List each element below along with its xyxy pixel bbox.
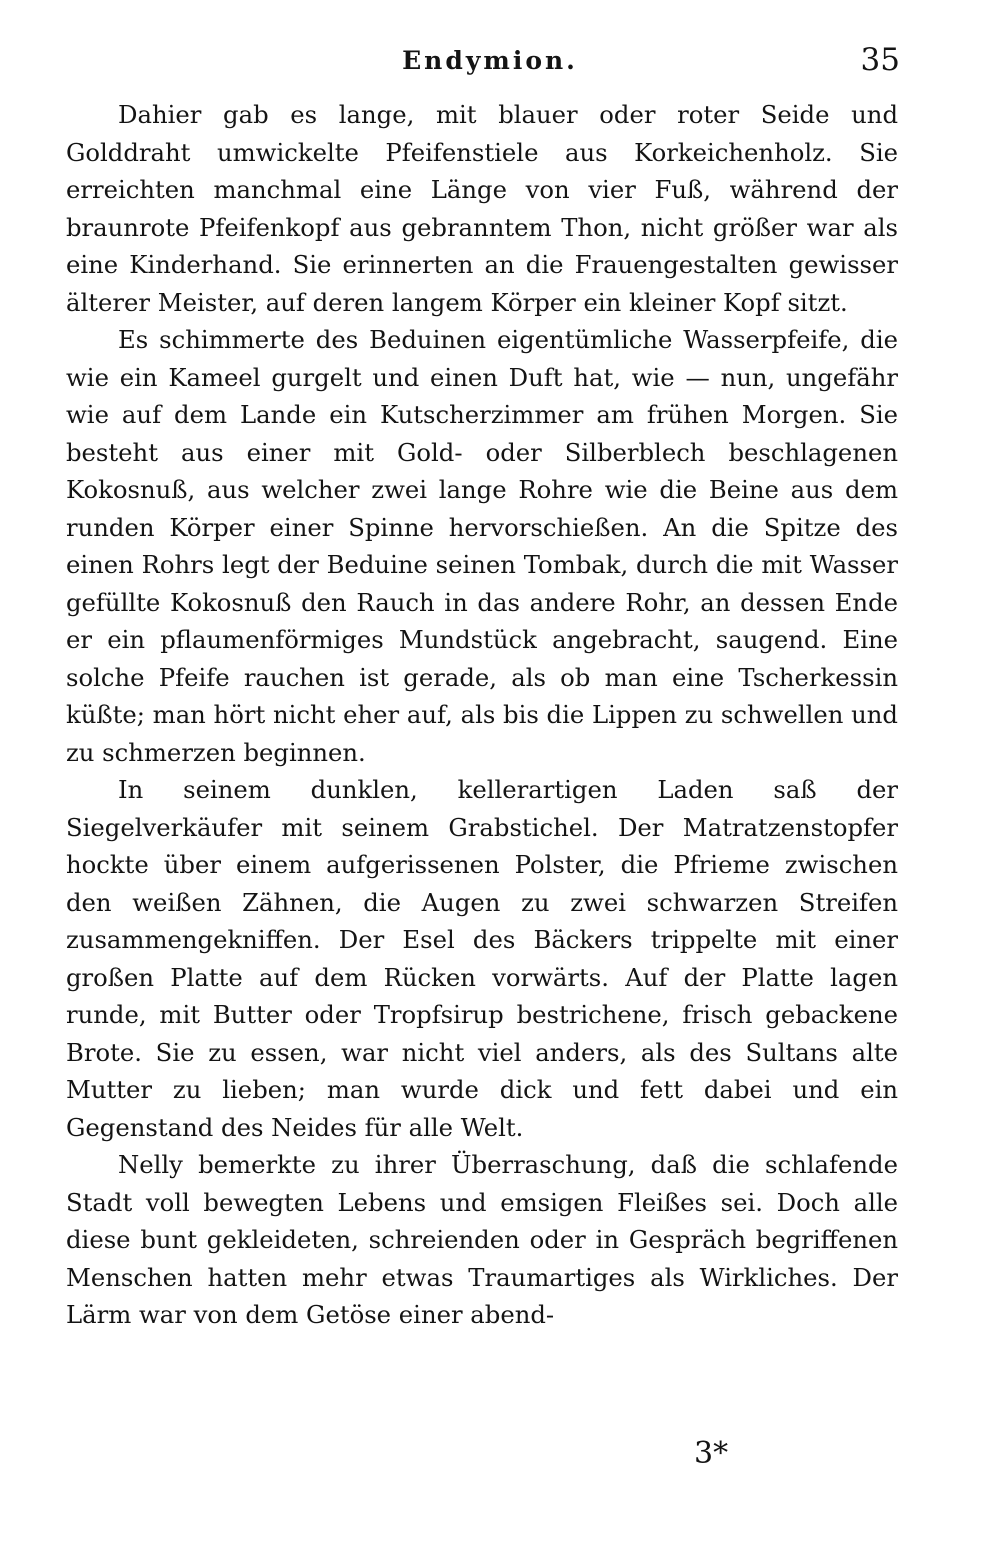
running-title: Endymion.: [402, 46, 578, 75]
running-head: [0, 40, 1000, 84]
paragraph: Dahier gab es lange, mit blauer oder roter Seide und Golddraht umwickelte Pfeifenstiele aus Korkeichenholz. Sie erreichten manchmal eine Länge von vier Fuß, während der braunrote Pfeifenkopf aus gebranntem Thon, nicht größer war als eine Kinderhand. Sie erinnerten an die Frauengestalten gewisser älterer Meister, auf deren langem Körper ein kleiner Kopf sitzt.: [66, 100, 898, 317]
paragraph: In seinem dunklen, kellerartigen Laden saß der Siegelverkäufer mit seinem Grabstichel. Der Matratzenstopfer hockte über einem aufgerissenen Polster, die Pfrieme zwischen den weißen Zähnen, die Augen zu zwei schwarzen Streifen zusammengekniffen. Der Esel des Bäckers trippelte mit einer großen Platte auf dem Rücken vorwärts. Auf der Platte lagen runde, mit Butter oder Tropfsirup bestrichene, frisch gebackene Brote. Sie zu essen, war nicht viel anders, als des Sultans alte Mutter zu lieben; man wurde dick und fett dabei und ein Gegenstand des Neides für alle Welt.: [66, 775, 898, 1142]
body-text: [66, 96, 898, 1334]
paragraph: Nelly bemerkte zu ihrer Überraschung, daß die schlafende Stadt voll bewegten Lebens und emsigen Fleißes sei. Doch alle diese bunt gekleideten, schreienden oder in Gespräch begriffenen Menschen hatten mehr etwas Traumartiges als Wirkliches. Der Lärm war von dem Getöse einer abend-: [66, 1150, 898, 1329]
signature-mark: 3*: [694, 1436, 729, 1471]
paragraph: Es schimmerte des Beduinen eigentümliche Wasserpfeife, die wie ein Kameel gurgelt und einen Duft hat, wie — nun, ungefähr wie auf dem Lande ein Kutscherzimmer am frühen Morgen. Sie besteht aus einer mit Gold- oder Silberblech beschlagenen Kokosnuß, aus welcher zwei lange Rohre wie die Beine aus dem runden Körper einer Spinne hervorschießen. An die Spitze des einen Rohrs legt der Beduine seinen Tombak, durch die mit Wasser gefüllte Kokosnuß den Rauch in das andere Rohr, an dessen Ende er ein pflaumenförmiges Mundstück angebracht, saugend. Eine solche Pfeife rauchen ist gerade, als ob man eine Tscherkessin küßte; man hört nicht eher auf, als bis die Lippen zu schwellen und zu schmerzen beginnen.: [66, 325, 898, 767]
page-number: 35: [860, 42, 900, 78]
